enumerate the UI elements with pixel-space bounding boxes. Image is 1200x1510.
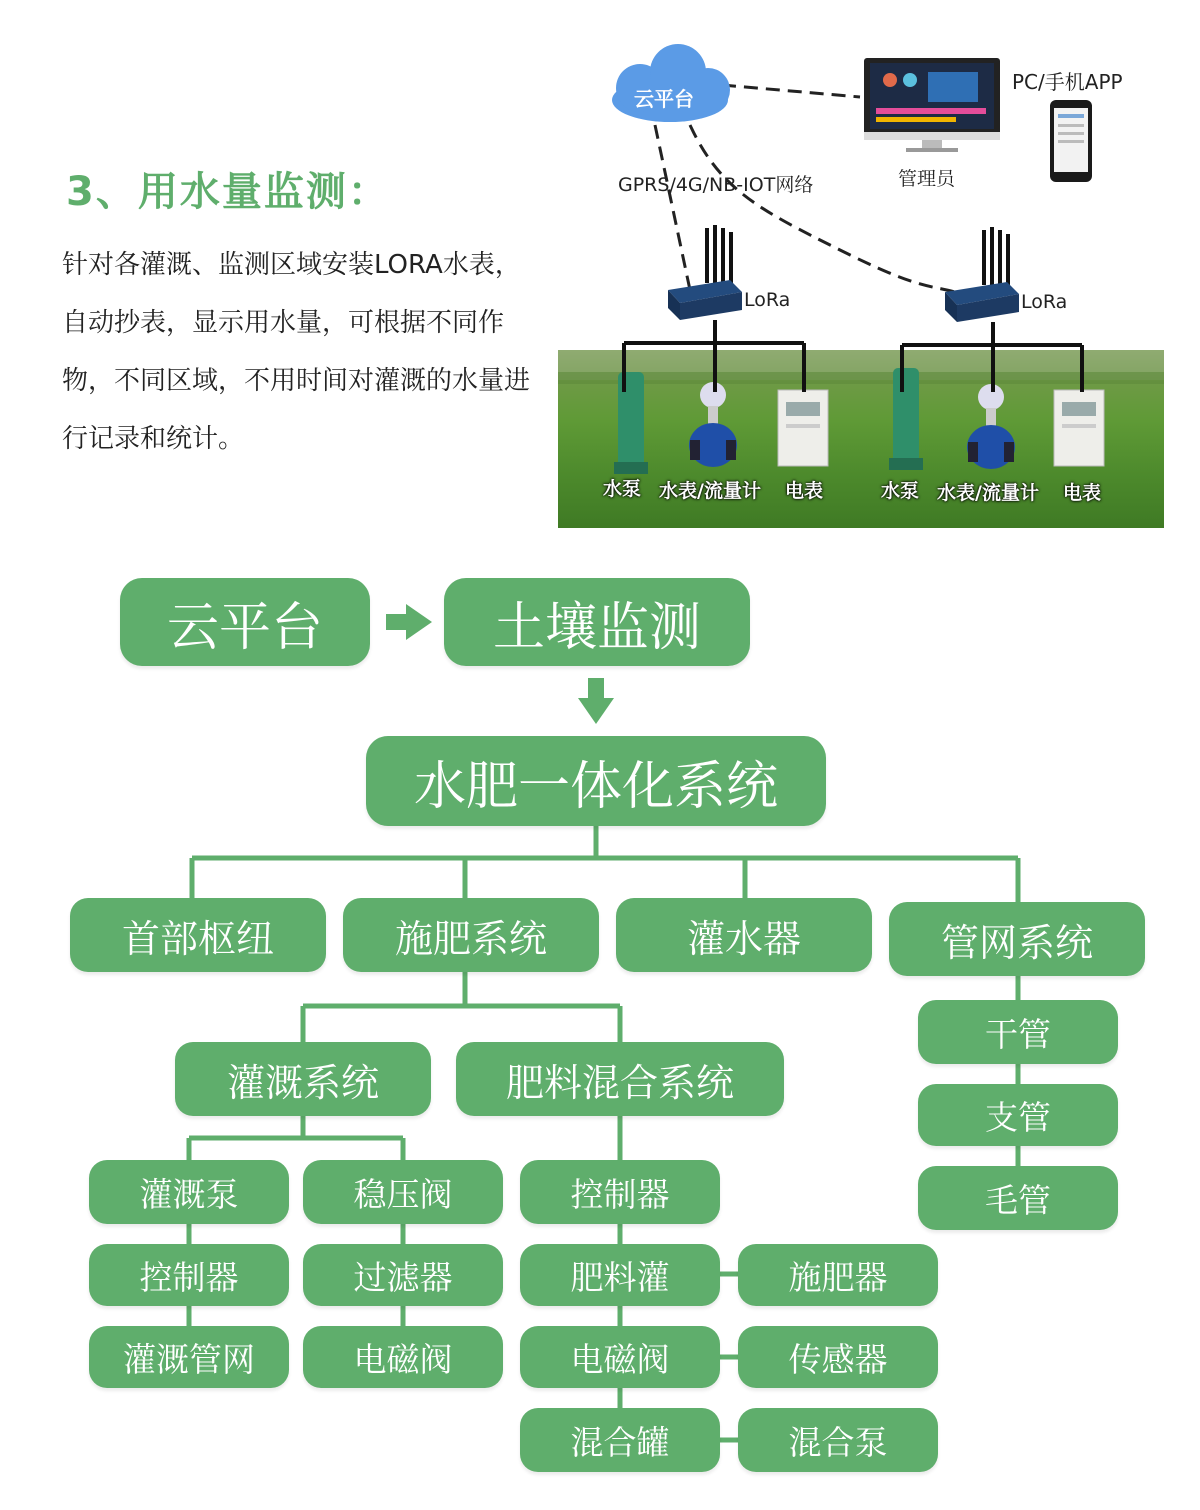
filter-node: 过滤器: [303, 1244, 503, 1306]
network-link-label: GPRS/4G/NB-IOT网络: [618, 174, 814, 196]
emitter-node: 灌水器: [616, 898, 872, 972]
device-label-pump-left: 水泵: [603, 478, 642, 500]
mixing-pump-node: 混合泵: [738, 1408, 938, 1472]
lora-left-label: LoRa: [744, 289, 791, 311]
cloud-label: 云平台: [634, 87, 694, 111]
soil-monitoring-node: 土壤监测: [444, 578, 750, 666]
irrigation-system-node: 灌溉系统: [175, 1042, 431, 1116]
branch-pipe-node: 支管: [918, 1084, 1118, 1146]
section-title: 3、用水量监测：: [66, 169, 390, 215]
pc-app-label: PC/手机APP: [1012, 70, 1123, 94]
irrigation-controller-node: 控制器: [89, 1244, 289, 1306]
section-description: 针对各灌溉、监测区域安装LORA水表，自动抄表，显示用水量，可根据不同作物，不同区域，不用时间对灌溉的水量进行记录和统计。: [62, 250, 531, 454]
device-label-flowmeter-right: 水表/流量计: [937, 482, 1039, 504]
fertilizer-tank-node: 肥料灌: [520, 1244, 720, 1306]
cloud-platform-node: 云平台: [120, 578, 370, 666]
head-hub-node: 首部枢纽: [70, 898, 326, 972]
mixing-solenoid-node: 电磁阀: [520, 1326, 720, 1388]
sensor-node: 传感器: [738, 1326, 938, 1388]
device-label-meter-left: 电表: [785, 480, 824, 502]
pipe-network-node: 管网系统: [889, 902, 1145, 976]
irrigation-solenoid-node: 电磁阀: [303, 1326, 503, 1388]
lora-right-label: LoRa: [1021, 291, 1068, 313]
device-label-pump-right: 水泵: [881, 480, 920, 502]
fertilizer-injector-node: 施肥器: [738, 1244, 938, 1306]
pressure-valve-node: 稳压阀: [303, 1160, 503, 1224]
admin-label: 管理员: [898, 168, 956, 190]
mixing-tank-node: 混合罐: [520, 1408, 720, 1472]
main-pipe-node: 干管: [918, 1000, 1118, 1064]
device-label-meter-right: 电表: [1063, 482, 1102, 504]
fertigation-system-node: 水肥一体化系统: [366, 736, 826, 826]
fertilizing-system-node: 施肥系统: [343, 898, 599, 972]
capillary-pipe-node: 毛管: [918, 1166, 1118, 1230]
device-label-flowmeter-left: 水表/流量计: [659, 480, 761, 502]
mixing-system-node: 肥料混合系统: [456, 1042, 784, 1116]
irrigation-pump-node: 灌溉泵: [89, 1160, 289, 1224]
irrigation-pipe-node: 灌溉管网: [89, 1326, 289, 1388]
mixing-controller-node: 控制器: [520, 1160, 720, 1224]
